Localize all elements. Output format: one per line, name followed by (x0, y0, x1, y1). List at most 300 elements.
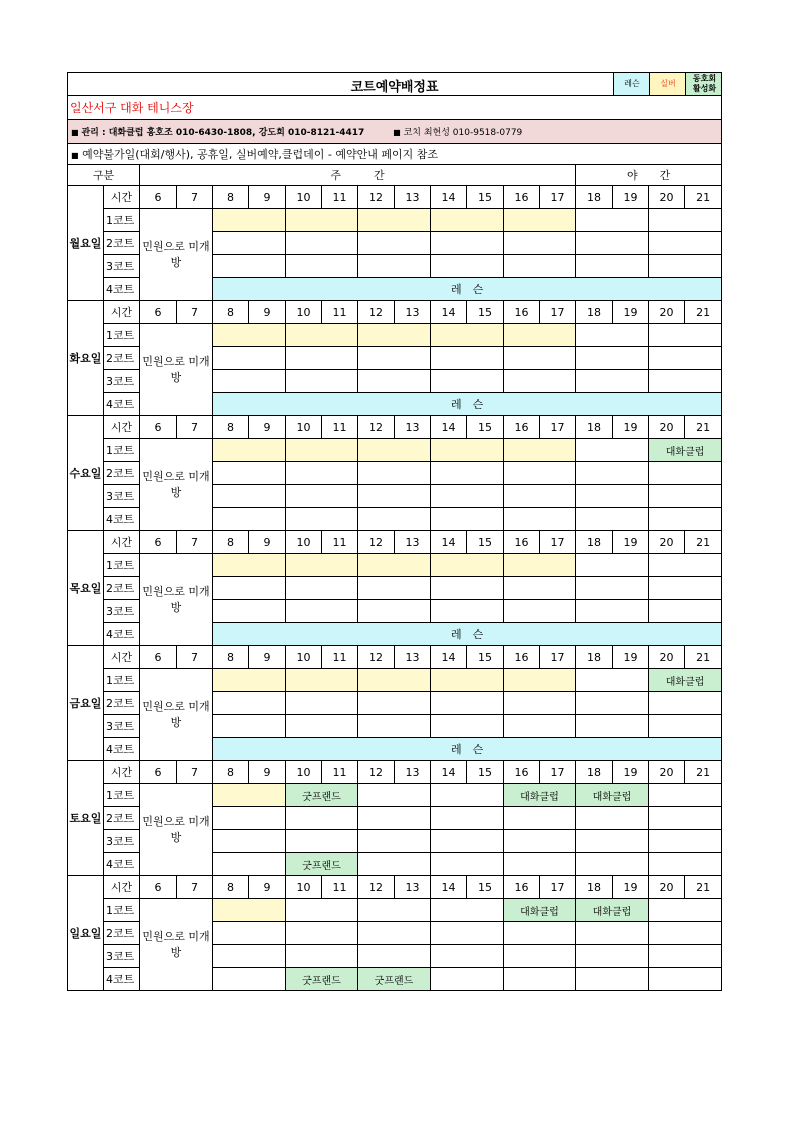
open-slot (431, 577, 504, 600)
court-label: 1코트 (104, 209, 140, 232)
open-slot (213, 255, 286, 278)
open-slot (431, 715, 504, 738)
club-reservation: 대화클럽 (504, 899, 576, 922)
open-slot (504, 255, 576, 278)
open-slot (358, 255, 431, 278)
not-open-note: 민원으로 미개방 (140, 784, 213, 876)
open-slot (358, 600, 431, 623)
open-slot (504, 485, 576, 508)
open-slot (649, 853, 722, 876)
open-slot (576, 922, 649, 945)
hour-cell: 7 (177, 186, 213, 209)
open-slot (649, 784, 722, 807)
open-slot (649, 554, 722, 577)
hour-cell: 15 (467, 646, 504, 669)
hour-cell: 18 (576, 876, 613, 899)
hour-cell: 9 (249, 531, 286, 554)
open-slot (286, 715, 358, 738)
hour-cell: 17 (540, 186, 576, 209)
court-label: 3코트 (104, 945, 140, 968)
open-slot (358, 922, 431, 945)
open-slot (504, 853, 576, 876)
not-open-note: 민원으로 미개방 (140, 209, 213, 301)
open-slot (286, 830, 358, 853)
hour-cell: 20 (649, 301, 685, 324)
open-slot (649, 209, 722, 232)
court-label: 4코트 (104, 278, 140, 301)
open-slot (576, 968, 649, 991)
hour-cell: 7 (177, 646, 213, 669)
open-slot (576, 485, 649, 508)
bullet-icon: ■ (71, 128, 79, 137)
night-header: 야 간 (576, 165, 722, 186)
hour-cell: 15 (467, 531, 504, 554)
hour-cell: 17 (540, 876, 576, 899)
court-row (68, 899, 722, 922)
open-slot (576, 807, 649, 830)
hour-cell: 8 (213, 301, 249, 324)
hour-cell: 8 (213, 531, 249, 554)
hour-cell: 21 (685, 531, 722, 554)
time-header-row (68, 186, 722, 209)
hour-cell: 11 (322, 531, 358, 554)
hour-cell: 6 (140, 876, 177, 899)
open-slot (431, 485, 504, 508)
open-slot (213, 232, 286, 255)
open-slot (286, 899, 358, 922)
court-label: 2코트 (104, 692, 140, 715)
time-label: 시간 (104, 761, 140, 784)
time-header-row (68, 761, 722, 784)
hour-cell: 7 (177, 416, 213, 439)
hour-cell: 13 (395, 416, 431, 439)
open-slot (286, 370, 358, 393)
hour-cell: 6 (140, 416, 177, 439)
open-slot (431, 945, 504, 968)
hour-cell: 11 (322, 186, 358, 209)
hour-cell: 19 (613, 416, 649, 439)
silver-slot (213, 554, 286, 577)
open-slot (649, 715, 722, 738)
open-slot (286, 945, 358, 968)
open-slot (576, 577, 649, 600)
hour-cell: 15 (467, 416, 504, 439)
open-slot (213, 485, 286, 508)
hour-cell: 17 (540, 416, 576, 439)
open-slot (213, 715, 286, 738)
open-slot (358, 370, 431, 393)
hour-cell: 21 (685, 301, 722, 324)
hour-cell: 11 (322, 876, 358, 899)
silver-slot (286, 209, 358, 232)
hour-cell: 6 (140, 186, 177, 209)
time-header-row (68, 416, 722, 439)
open-slot (286, 255, 358, 278)
hour-cell: 7 (177, 531, 213, 554)
silver-slot (504, 554, 576, 577)
hour-cell: 15 (467, 761, 504, 784)
open-slot (286, 577, 358, 600)
open-slot (649, 485, 722, 508)
hour-cell: 14 (431, 416, 467, 439)
open-slot (431, 508, 504, 531)
court-label: 3코트 (104, 255, 140, 278)
open-slot (504, 370, 576, 393)
hour-cell: 16 (504, 186, 540, 209)
court-label: 2코트 (104, 232, 140, 255)
open-slot (649, 255, 722, 278)
hour-cell: 11 (322, 301, 358, 324)
hour-cell: 12 (358, 876, 395, 899)
location-label: 일산서구 대화 테니스장 (68, 96, 722, 120)
hour-cell: 16 (504, 531, 540, 554)
club-reservation: 대화클럽 (649, 669, 722, 692)
court-row (68, 669, 722, 692)
not-open-note: 민원으로 미개방 (140, 324, 213, 416)
open-slot (358, 347, 431, 370)
court-row (68, 209, 722, 232)
open-slot (213, 945, 286, 968)
open-slot (358, 232, 431, 255)
hour-cell: 21 (685, 876, 722, 899)
time-header-row (68, 531, 722, 554)
court-schedule-table (67, 72, 722, 991)
hour-cell: 18 (576, 761, 613, 784)
open-slot (576, 853, 649, 876)
open-slot (213, 370, 286, 393)
court-label: 3코트 (104, 485, 140, 508)
hour-cell: 7 (177, 301, 213, 324)
open-slot (358, 945, 431, 968)
hour-cell: 13 (395, 301, 431, 324)
open-slot (504, 462, 576, 485)
open-slot (576, 370, 649, 393)
court-label: 4코트 (104, 508, 140, 531)
open-slot (649, 945, 722, 968)
silver-slot (504, 439, 576, 462)
time-header-row (68, 876, 722, 899)
open-slot (504, 508, 576, 531)
silver-slot (358, 209, 431, 232)
club-reservation: 대화클럽 (504, 784, 576, 807)
open-slot (649, 462, 722, 485)
open-slot (213, 600, 286, 623)
hour-cell: 20 (649, 186, 685, 209)
hour-cell: 9 (249, 416, 286, 439)
hour-cell: 17 (540, 761, 576, 784)
open-slot (213, 922, 286, 945)
silver-slot (286, 669, 358, 692)
silver-slot (431, 209, 504, 232)
hour-cell: 11 (322, 761, 358, 784)
open-slot (431, 370, 504, 393)
hour-cell: 19 (613, 301, 649, 324)
time-label: 시간 (104, 301, 140, 324)
hour-cell: 16 (504, 646, 540, 669)
hour-cell: 19 (613, 531, 649, 554)
open-slot (504, 807, 576, 830)
open-slot (431, 347, 504, 370)
hour-cell: 8 (213, 646, 249, 669)
time-label: 시간 (104, 646, 140, 669)
open-slot (504, 577, 576, 600)
open-slot (504, 830, 576, 853)
lesson-block: 레 슨 (213, 623, 722, 646)
open-slot (504, 945, 576, 968)
hour-cell: 19 (613, 761, 649, 784)
silver-slot (213, 784, 286, 807)
open-slot (576, 692, 649, 715)
open-slot (286, 807, 358, 830)
hour-cell: 20 (649, 646, 685, 669)
court-label: 1코트 (104, 669, 140, 692)
silver-slot (431, 439, 504, 462)
court-label: 3코트 (104, 370, 140, 393)
open-slot (504, 232, 576, 255)
open-slot (576, 347, 649, 370)
open-slot (213, 853, 286, 876)
bullet-icon: ■ (393, 128, 401, 137)
open-slot (576, 462, 649, 485)
silver-slot (504, 669, 576, 692)
manager-contacts: 관리 : 대화클럽 홍호조 010-6430-1808, 강도희 010-8121-4417 (81, 128, 365, 138)
open-slot (431, 784, 504, 807)
open-slot (576, 715, 649, 738)
court-label: 1코트 (104, 784, 140, 807)
hour-cell: 9 (249, 646, 286, 669)
silver-slot (213, 209, 286, 232)
hour-cell: 18 (576, 186, 613, 209)
open-slot (576, 554, 649, 577)
court-label: 1코트 (104, 324, 140, 347)
time-label: 시간 (104, 531, 140, 554)
club-reservation: 굿프랜드 (286, 784, 358, 807)
silver-slot (213, 439, 286, 462)
court-label: 2코트 (104, 577, 140, 600)
open-slot (358, 830, 431, 853)
hour-cell: 16 (504, 876, 540, 899)
court-row (68, 554, 722, 577)
court-label: 4코트 (104, 623, 140, 646)
open-slot (504, 600, 576, 623)
hour-cell: 12 (358, 761, 395, 784)
open-slot (286, 692, 358, 715)
open-slot (649, 807, 722, 830)
time-label: 시간 (104, 876, 140, 899)
hour-cell: 16 (504, 416, 540, 439)
lesson-block: 레 슨 (213, 738, 722, 761)
court-row (68, 784, 722, 807)
open-slot (431, 807, 504, 830)
open-slot (358, 462, 431, 485)
not-open-note: 민원으로 미개방 (140, 669, 213, 761)
open-slot (504, 968, 576, 991)
hour-cell: 10 (286, 876, 322, 899)
hour-cell: 14 (431, 761, 467, 784)
open-slot (213, 692, 286, 715)
hour-cell: 19 (613, 646, 649, 669)
club-reservation: 대화클럽 (576, 784, 649, 807)
open-slot (213, 462, 286, 485)
notice-row (68, 144, 722, 165)
open-slot (576, 232, 649, 255)
day-label: 월요일 (68, 186, 104, 301)
open-slot (431, 232, 504, 255)
court-label: 1코트 (104, 899, 140, 922)
open-slot (576, 209, 649, 232)
hour-cell: 20 (649, 876, 685, 899)
coach-contact: 코치 최현성 010-9518-0779 (403, 128, 523, 138)
hour-cell: 13 (395, 876, 431, 899)
open-slot (504, 692, 576, 715)
court-label: 4코트 (104, 738, 140, 761)
day-label: 금요일 (68, 646, 104, 761)
open-slot (431, 899, 504, 922)
open-slot (649, 370, 722, 393)
court-label: 3코트 (104, 830, 140, 853)
court-label: 4코트 (104, 853, 140, 876)
hour-cell: 6 (140, 531, 177, 554)
silver-slot (504, 209, 576, 232)
open-slot (431, 600, 504, 623)
club-reservation: 굿프랜드 (286, 853, 358, 876)
lesson-block: 레 슨 (213, 393, 722, 416)
hour-cell: 15 (467, 186, 504, 209)
open-slot (213, 968, 286, 991)
hour-cell: 9 (249, 301, 286, 324)
open-slot (358, 692, 431, 715)
hour-cell: 14 (431, 531, 467, 554)
open-slot (286, 462, 358, 485)
silver-slot (358, 324, 431, 347)
open-slot (431, 830, 504, 853)
open-slot (649, 899, 722, 922)
hour-cell: 11 (322, 646, 358, 669)
hour-cell: 10 (286, 186, 322, 209)
hour-cell: 18 (576, 416, 613, 439)
hour-cell: 8 (213, 876, 249, 899)
open-slot (213, 577, 286, 600)
hour-cell: 14 (431, 646, 467, 669)
open-slot (431, 255, 504, 278)
time-label: 시간 (104, 186, 140, 209)
open-slot (649, 692, 722, 715)
hour-cell: 8 (213, 761, 249, 784)
court-label: 3코트 (104, 715, 140, 738)
notice-text: 예약불가일(대회/행사), 공휴일, 실버예약,클럽데이 - 예약안내 페이지 참조 (82, 148, 438, 161)
hour-cell: 19 (613, 876, 649, 899)
open-slot (213, 508, 286, 531)
silver-slot (431, 554, 504, 577)
court-label: 3코트 (104, 600, 140, 623)
open-slot (576, 439, 649, 462)
hour-cell: 20 (649, 531, 685, 554)
day-label: 토요일 (68, 761, 104, 876)
hour-cell: 9 (249, 761, 286, 784)
hour-cell: 14 (431, 301, 467, 324)
open-slot (576, 945, 649, 968)
hour-cell: 17 (540, 301, 576, 324)
open-slot (286, 347, 358, 370)
hour-cell: 9 (249, 876, 286, 899)
hour-cell: 19 (613, 186, 649, 209)
page-title: 코트예약배정표 (350, 80, 439, 95)
hour-cell: 12 (358, 416, 395, 439)
hour-cell: 10 (286, 301, 322, 324)
hour-cell: 17 (540, 646, 576, 669)
open-slot (431, 462, 504, 485)
open-slot (286, 508, 358, 531)
silver-slot (504, 324, 576, 347)
daytime-header: 주 간 (140, 165, 576, 186)
hour-cell: 14 (431, 876, 467, 899)
open-slot (504, 922, 576, 945)
open-slot (358, 508, 431, 531)
open-slot (576, 255, 649, 278)
hour-cell: 10 (286, 761, 322, 784)
open-slot (649, 232, 722, 255)
manager-info (68, 120, 722, 144)
open-slot (431, 692, 504, 715)
hour-cell: 12 (358, 301, 395, 324)
hour-cell: 15 (467, 876, 504, 899)
open-slot (431, 922, 504, 945)
legend-lesson: 레슨 (613, 73, 650, 95)
lesson-block: 레 슨 (213, 278, 722, 301)
court-row (68, 439, 722, 462)
hour-cell: 6 (140, 646, 177, 669)
open-slot (649, 830, 722, 853)
hour-cell: 13 (395, 531, 431, 554)
hour-cell: 15 (467, 301, 504, 324)
hour-cell: 12 (358, 186, 395, 209)
hour-cell: 12 (358, 646, 395, 669)
open-slot (358, 485, 431, 508)
hour-cell: 9 (249, 186, 286, 209)
hour-cell: 7 (177, 761, 213, 784)
hour-cell: 17 (540, 531, 576, 554)
time-label: 시간 (104, 416, 140, 439)
open-slot (286, 922, 358, 945)
open-slot (358, 807, 431, 830)
hour-cell: 21 (685, 186, 722, 209)
silver-slot (358, 439, 431, 462)
hour-cell: 13 (395, 646, 431, 669)
court-label: 1코트 (104, 554, 140, 577)
not-open-note: 민원으로 미개방 (140, 899, 213, 991)
hour-cell: 18 (576, 301, 613, 324)
court-label: 1코트 (104, 439, 140, 462)
open-slot (649, 324, 722, 347)
hour-cell: 16 (504, 761, 540, 784)
hour-cell: 6 (140, 761, 177, 784)
club-reservation: 굿프랜드 (286, 968, 358, 991)
day-label: 목요일 (68, 531, 104, 646)
club-reservation: 대화클럽 (649, 439, 722, 462)
bullet-icon: ■ (71, 151, 79, 160)
not-open-note: 민원으로 미개방 (140, 554, 213, 646)
open-slot (286, 232, 358, 255)
hour-cell: 13 (395, 761, 431, 784)
open-slot (358, 577, 431, 600)
open-slot (431, 968, 504, 991)
court-label: 2코트 (104, 922, 140, 945)
court-label: 2코트 (104, 807, 140, 830)
silver-slot (358, 554, 431, 577)
court-row (68, 324, 722, 347)
open-slot (649, 508, 722, 531)
silver-slot (431, 669, 504, 692)
